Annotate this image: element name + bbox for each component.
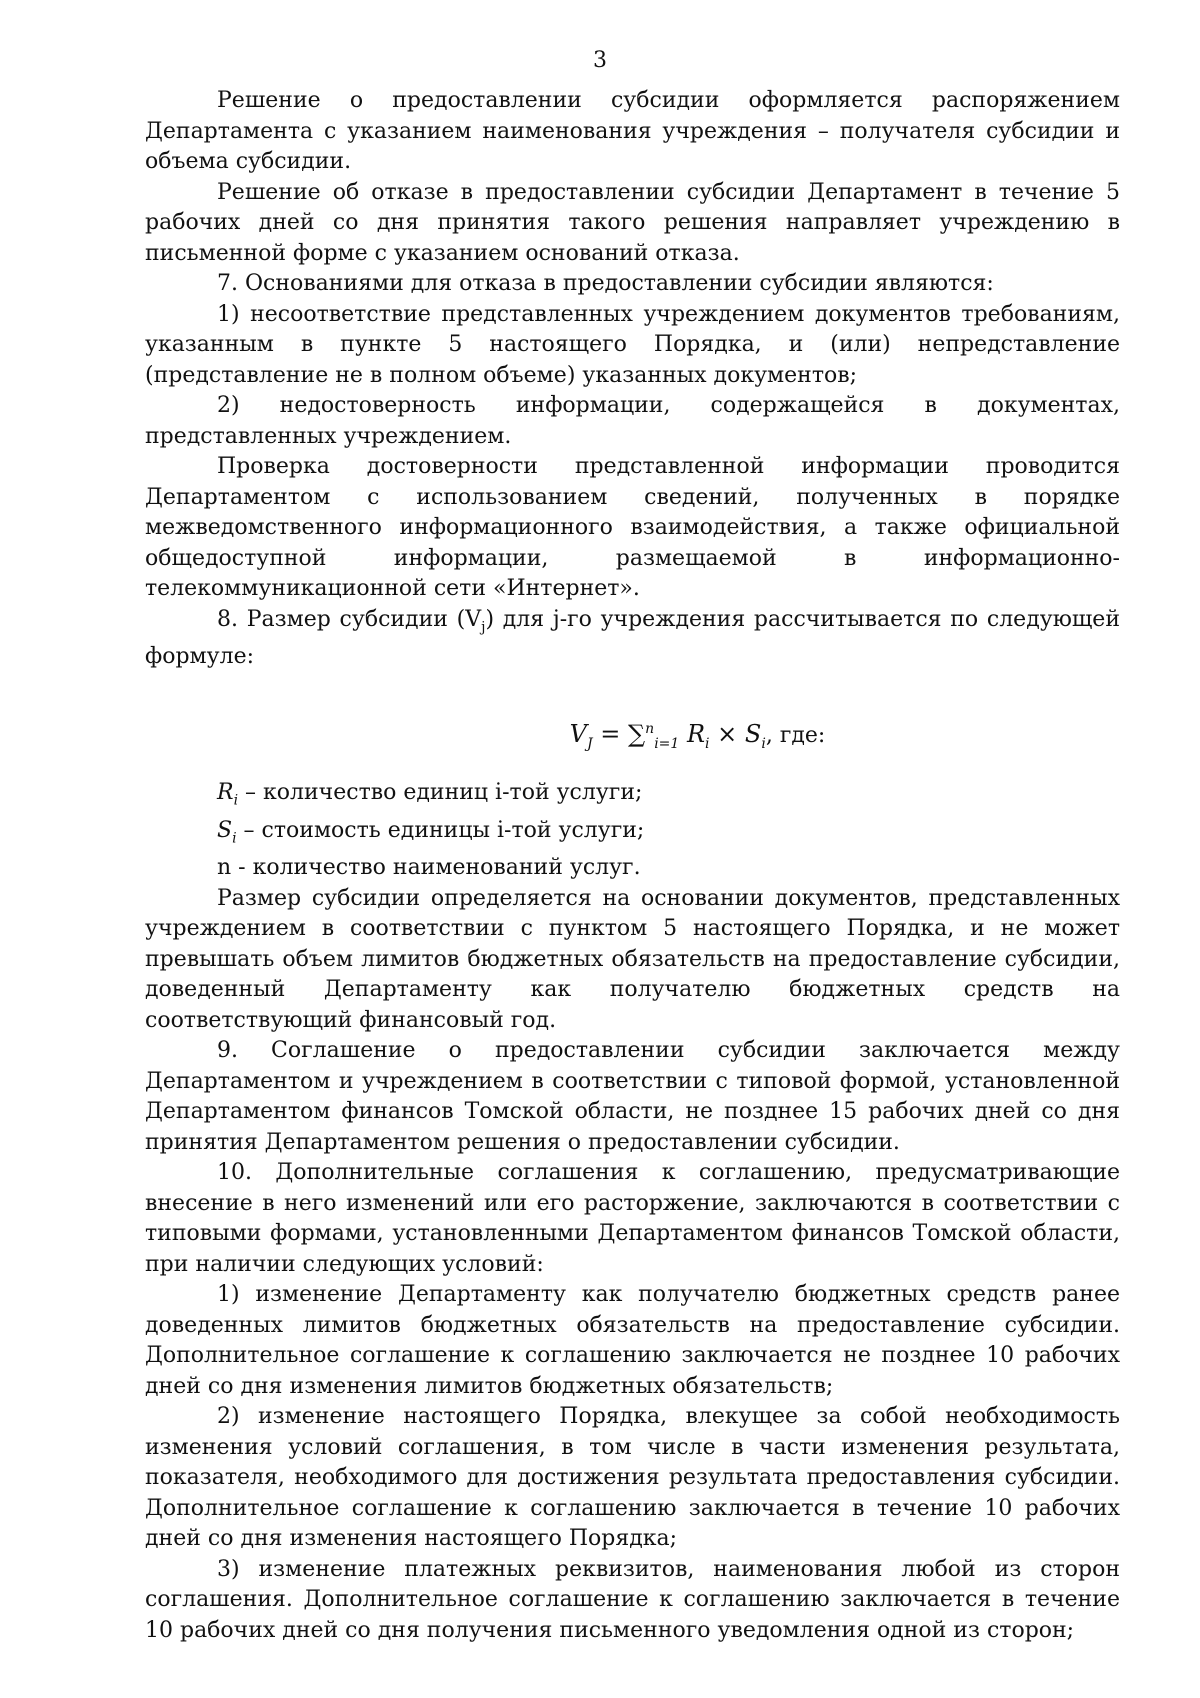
- item-8-text-end: ) для j-го учреждения рассчитывается по следующей формуле:: [145, 606, 1120, 670]
- formula-v-sub: J: [587, 735, 593, 752]
- paragraph-item-10-1: 1) изменение Департаменту как получателю бюджетных средств ранее доведенных лимитов бюджетных обязательств на предоставление субсидии. Дополнительное соглашение к соглашению заключается не позднее 10 рабочих дней со дня изменения лимитов бюджетных обязательств;: [145, 1282, 1120, 1399]
- paragraph-decision: Решение о предоставлении субсидии оформляется распоряжением Департамента с указанием наименования учреждения – получателя субсидии и объема субсидии.: [145, 88, 1120, 174]
- formula-times: ×: [717, 719, 738, 748]
- page-number: 3: [593, 48, 607, 73]
- legend-r: [145, 778, 1120, 816]
- formula-r-sub: i: [705, 735, 710, 752]
- paragraph-verification: Проверка достоверности представленной информации проводится Департаментом с использованием сведений, полученных в порядке межведомственного информационного взаимодействия, а также официальной общедоступной информации, размещаемой в информационно-телекоммуникационной сети «Интернет».: [145, 454, 1120, 601]
- legend-s-sub: i: [232, 829, 237, 846]
- legend-s-symbol: S: [217, 817, 233, 843]
- formula-sum-lower: i=1: [654, 735, 680, 752]
- formula-s-sub: i: [761, 735, 766, 752]
- legend-n-text: n - количество наименований услуг.: [217, 855, 641, 881]
- paragraph-subsidy-size: Размер субсидии определяется на основании документов, представленных учреждением в соответствии с пунктом 5 настоящего Порядка, и не может превышать объем лимитов бюджетных обязательств на предоставление субсидии, доведенный Департаменту как получателю бюджетных средств на соответствующий финансовый год.: [145, 885, 1120, 1033]
- document-body: [145, 86, 1120, 1646]
- legend-s-text: – стоимость единицы i-той услуги;: [236, 817, 645, 843]
- formula-sum-symbol: ∑: [628, 719, 646, 748]
- item-8-subscript: j: [481, 618, 486, 635]
- formula-s: S: [744, 719, 762, 748]
- item-8-text-start: 8. Размер субсидии (V: [217, 606, 482, 632]
- formula-sum-upper: n: [645, 720, 655, 737]
- legend-r-sub: i: [233, 792, 239, 809]
- paragraph-item-10: 10. Дополнительные соглашения к соглашению, предусматривающие внесение в него изменений или его расторжение, заключаются в соответствии с типовыми формами, установленными Департаментом финансов Томской области, при наличии следующих условий:: [145, 1160, 1120, 1277]
- legend-r-text: – количество единиц i-той услуги;: [238, 779, 643, 805]
- paragraph-item-7-2: 2) недостоверность информации, содержащейся в документах, представленных учреждением.: [145, 393, 1120, 449]
- paragraph-refusal: Решение об отказе в предоставлении субсидии Департамент в течение 5 рабочих дней со дня принятия такого решения направляет учреждению в письменной форме с указанием оснований отказа.: [145, 179, 1120, 266]
- legend-n: [145, 853, 1120, 884]
- paragraph-item-10-2: 2) изменение настоящего Порядка, влекущее за собой необходимость изменения условий соглашения, в том числе в части изменения результата, показателя, необходимого для достижения результата предоставления субсидии. Дополнительное соглашение к соглашению заключается в течение 10 рабочих дней со дня изменения настоящего Порядка;: [145, 1404, 1120, 1552]
- subsidy-formula: [145, 709, 1120, 764]
- paragraph-item-10-3: 3) изменение платежных реквизитов, наименования любой из сторон соглашения. Дополнительное соглашение к соглашению заключается в течение 10 рабочих дней со дня получения письменного уведомления одной из сторон;: [145, 1556, 1120, 1643]
- formula-r: R: [686, 719, 706, 748]
- legend-r-symbol: R: [217, 779, 234, 805]
- formula-v: V: [569, 719, 587, 748]
- paragraph-item-7: 7. Основаниями для отказа в предоставлении субсидии являются:: [217, 271, 994, 296]
- paragraph-item-7-1: 1) несоответствие представленных учреждением документов требованиям, указанным в пункте 5 настоящего Порядка, и (или) непредставление (представление не в полном объеме) указанных документов;: [145, 301, 1120, 388]
- paragraph-item-8: [145, 605, 1120, 673]
- legend-s: [145, 816, 1120, 854]
- paragraph-item-9: 9. Соглашение о предоставлении субсидии заключается между Департаментом и учреждением в соответствии с типовой формой, установленной Департаментом финансов Томской области, не позднее 15 рабочих дней со дня принятия Департаментом решения о предоставлении субсидии.: [145, 1038, 1120, 1155]
- formula-equals: =: [600, 719, 621, 748]
- formula-suffix: , где:: [765, 722, 826, 748]
